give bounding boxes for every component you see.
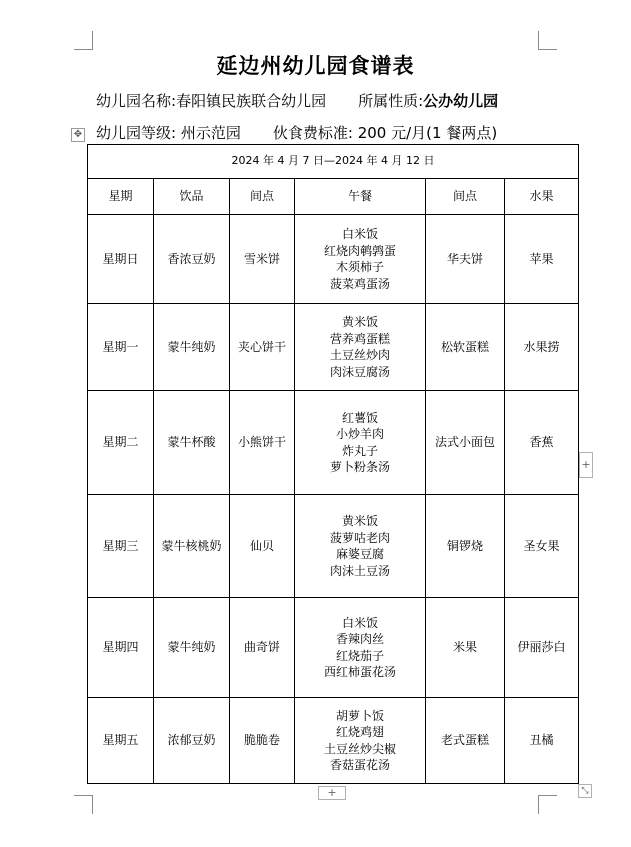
type-value: 公办幼儿园: [423, 92, 499, 110]
drink-cell: 蒙牛核桃奶: [154, 495, 230, 598]
day-cell: 星期四: [88, 598, 154, 698]
lunch-dish: 菠萝咕老肉: [329, 530, 390, 545]
day-cell: 星期一: [88, 304, 154, 391]
kindergarten-info-line-2: [96, 122, 497, 143]
lunch-dish: 西红柿蛋花汤: [323, 665, 396, 679]
lunch-dish: 炸丸子: [341, 443, 378, 458]
snack-2-cell: 法式小面包: [426, 391, 505, 495]
date-range: 2024 年 4 月 7 日—2024 年 4 月 12 日: [88, 145, 579, 179]
header-day: 星期: [88, 179, 154, 215]
day-cell: 星期五: [88, 698, 154, 784]
lunch-dish: 白米饭: [341, 615, 378, 630]
lunch-dish: 肉沫土豆汤: [329, 563, 390, 578]
kindergarten-info-line-1: [96, 90, 498, 111]
snack-1-cell: 脆脆卷: [230, 698, 295, 784]
table-row: [88, 698, 579, 784]
snack-1-cell: 夹心饼干: [230, 304, 295, 391]
header-lunch: 午餐: [295, 179, 426, 215]
drink-cell: 蒙牛纯奶: [154, 304, 230, 391]
lunch-dish: 红烧茄子: [335, 648, 384, 663]
fee-label: 伙食费标准:: [272, 124, 353, 142]
lunch-dish: 小炒羊肉: [335, 427, 384, 441]
lunch-dish: 黄米饭: [341, 514, 378, 528]
table-row: [88, 215, 579, 304]
table-row: [88, 495, 579, 598]
drink-cell: 香浓豆奶: [154, 215, 230, 304]
header-fruit: 水果: [505, 179, 579, 215]
drink-cell: 浓郁豆奶: [154, 698, 230, 784]
snack-1-cell: 仙贝: [230, 495, 295, 598]
snack-2-cell: 米果: [426, 598, 505, 698]
day-cell: 星期二: [88, 391, 154, 495]
lunch-dish: 木须柿子: [335, 260, 384, 274]
crop-mark-bottom-right: [538, 795, 557, 814]
snack-2-cell: 松软蛋糕: [426, 304, 505, 391]
lunch-dish: 红烧鸡翅: [335, 725, 384, 739]
lunch-cell: [295, 698, 426, 784]
type-label: 所属性质:: [358, 92, 424, 110]
drink-cell: 蒙牛杯酸: [154, 391, 230, 495]
lunch-dish: 黄米饭: [341, 315, 378, 329]
grade-value: 州示范园: [180, 124, 241, 142]
header-row: [88, 179, 579, 215]
lunch-dish: 白米饭: [341, 227, 378, 241]
fee-value: 200 元/月(1 餐两点): [357, 124, 498, 142]
header-snack-2: 间点: [426, 179, 505, 215]
name-label: 幼儿园名称:: [96, 92, 177, 110]
name-value: 春阳镇民族联合幼儿园: [176, 92, 327, 110]
fruit-cell: 丑橘: [505, 698, 579, 784]
lunch-cell: [295, 598, 426, 698]
fruit-cell: 苹果: [505, 215, 579, 304]
crop-mark-top-right: [538, 31, 557, 50]
lunch-dish: 胡萝卜饭: [335, 708, 384, 723]
lunch-dish: 麻婆豆腐: [335, 547, 384, 561]
table-move-handle-icon[interactable]: ✥: [71, 128, 85, 142]
lunch-dish: 土豆丝炒尖椒: [323, 741, 396, 756]
lunch-dish: 土豆丝炒肉: [329, 348, 390, 362]
lunch-dish: 香辣肉丝: [335, 632, 384, 646]
table-row: [88, 598, 579, 698]
crop-mark-top-left: [74, 31, 93, 50]
lunch-cell: [295, 215, 426, 304]
snack-1-cell: 雪米饼: [230, 215, 295, 304]
lunch-cell: [295, 391, 426, 495]
table-row: [88, 304, 579, 391]
menu-table: [87, 144, 579, 784]
table-row: [88, 391, 579, 495]
add-column-plus-icon[interactable]: +: [579, 452, 593, 478]
fruit-cell: 圣女果: [505, 495, 579, 598]
lunch-dish: 萝卜粉条汤: [329, 460, 390, 474]
crop-mark-bottom-left: [74, 795, 93, 814]
lunch-dish: 红烧肉鹌鹑蛋: [323, 243, 396, 258]
date-row: [88, 145, 579, 179]
header-snack-1: 间点: [230, 179, 295, 215]
day-cell: 星期三: [88, 495, 154, 598]
drink-cell: 蒙牛纯奶: [154, 598, 230, 698]
fruit-cell: 伊丽莎白: [505, 598, 579, 698]
snack-1-cell: 曲奇饼: [230, 598, 295, 698]
lunch-dish: 肉沫豆腐汤: [329, 364, 390, 379]
fruit-cell: 香蕉: [505, 391, 579, 495]
snack-2-cell: 华夫饼: [426, 215, 505, 304]
lunch-dish: 营养鸡蛋糕: [329, 331, 390, 346]
day-cell: 星期日: [88, 215, 154, 304]
lunch-cell: [295, 304, 426, 391]
lunch-dish: 菠菜鸡蛋汤: [329, 276, 390, 291]
snack-2-cell: 铜锣烧: [426, 495, 505, 598]
header-drink: 饮品: [154, 179, 230, 215]
snack-2-cell: 老式蛋糕: [426, 698, 505, 784]
lunch-dish: 红薯饭: [341, 410, 378, 425]
fruit-cell: 水果捞: [505, 304, 579, 391]
snack-1-cell: 小熊饼干: [230, 391, 295, 495]
grade-label: 幼儿园等级:: [96, 124, 177, 142]
add-row-plus-icon[interactable]: +: [318, 786, 346, 800]
table-resize-icon[interactable]: ⤡: [578, 784, 592, 798]
lunch-dish: 香菇蛋花汤: [329, 758, 390, 772]
page-title: 延边州幼儿园食谱表: [216, 53, 415, 78]
lunch-cell: [295, 495, 426, 598]
